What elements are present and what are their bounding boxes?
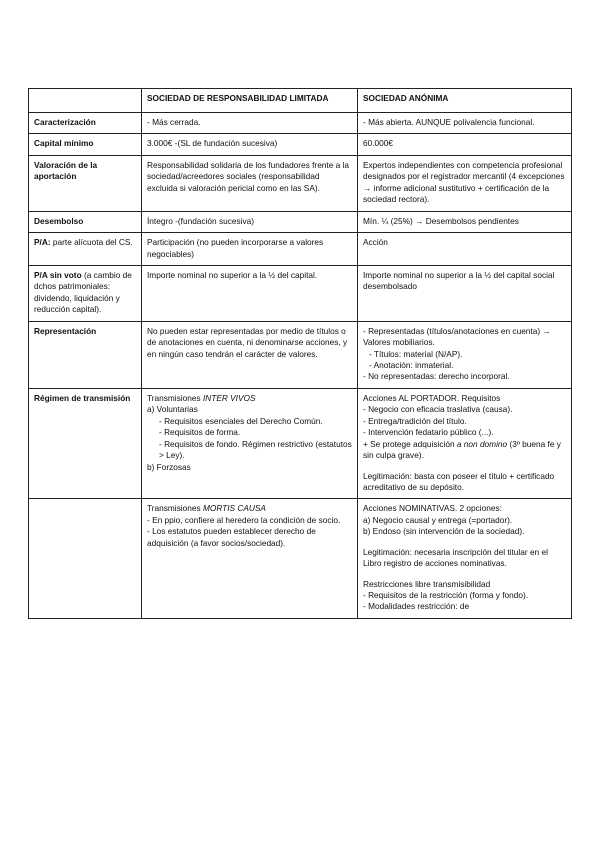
title-prefix: Transmisiones [147, 503, 203, 514]
title-prefix: Transmisiones [147, 392, 203, 403]
label-regimen: Régimen de transmisión [29, 388, 142, 499]
sa-pa-sin-voto: Importe nominal no superior a la ½ del capital social desembolsado [358, 265, 572, 321]
row-pa-sin-voto [29, 265, 572, 321]
sa-nominativas-title: Acciones NOMINATIVAS. 2 opciones: [363, 503, 502, 514]
label-pa-sin-voto-rest: (a cambio de dchos patrimoniales: dividendo, liquidación y reducción capital). [34, 269, 132, 315]
row-valoracion [29, 155, 572, 211]
srl-mortis-l1: - En ppio, confiere al heredero la condición de socio. [147, 514, 341, 525]
spacer [363, 538, 566, 547]
srl-pa-sin-voto: Importe nominal no superior a la ½ del capital. [142, 265, 358, 321]
sa-portador-legitimacion: Legitimación: basta con poseer el título + certificado acreditativo de su depósito. [363, 470, 555, 492]
sa-nominativas-r2: - Modalidades restricción: de [363, 601, 470, 612]
srl-valoracion: Responsabilidad solidaria de los fundadores frente a la sociedad/acreedores sociales (responsabilidad excluida si valoración pericial como en las SA). [142, 155, 358, 211]
spacer [363, 462, 566, 471]
sa-portador-l1: - Negocio con eficacia traslativa (causa). [363, 404, 513, 415]
sa-representacion-line: - Representadas (títulos/anotaciones en cuenta) → Valores mobiliarios. [363, 325, 551, 348]
sa-portador-l3: - Intervención fedatario público (...). [363, 427, 494, 438]
header-row [29, 89, 572, 113]
sa-portador-title: Acciones AL PORTADOR. Requisitos [363, 392, 501, 403]
sa-portador-l4 [363, 439, 566, 462]
header-sa: SOCIEDAD ANÓNIMA [358, 89, 572, 113]
srl-req-esenciales: - Requisitos esenciales del Derecho Común. [159, 415, 323, 426]
l4-prefix: + Se protege adquisición [363, 438, 457, 449]
label-pa-sin-voto [29, 265, 142, 321]
label-capital: Capital mínimo [29, 134, 142, 155]
comparison-table [28, 88, 572, 619]
row-regimen-inter-vivos [29, 388, 572, 499]
sa-pa: Acción [358, 233, 572, 266]
sa-portador-l2: - Entrega/tradición del título. [363, 415, 467, 426]
srl-caracterizacion: - Más cerrada. [142, 113, 358, 134]
srl-req-forma: - Requisitos de forma. [159, 427, 241, 438]
header-empty-cell [29, 89, 142, 113]
row-regimen-mortis-causa [29, 499, 572, 619]
sa-capital: 60.000€ [358, 134, 572, 155]
sa-representacion-line: - No representadas: derecho incorporal. [363, 371, 510, 382]
label-pa-sin-voto-bold: P/A sin voto [34, 269, 82, 280]
label-representacion: Representación [29, 321, 142, 388]
label-pa-rest: parte alícuota del CS. [50, 237, 133, 248]
label-regimen-empty [29, 499, 142, 619]
row-pa [29, 233, 572, 266]
label-pa-bold: P/A: [34, 237, 51, 248]
sa-nominativas [358, 499, 572, 619]
srl-voluntarias: a) Voluntarias [147, 404, 198, 415]
row-desembolso [29, 211, 572, 232]
srl-pa: Participación (no pueden incorporarse a valores negociables) [142, 233, 358, 266]
sa-nominativas-a: a) Negocio causal y entrega (=portador). [363, 514, 513, 525]
srl-req-fondo: - Requisitos de fondo. Régimen restrictivo (estatutos > Ley). [159, 438, 352, 461]
row-representacion [29, 321, 572, 388]
l4-em: a non domino [456, 438, 508, 449]
sa-nominativas-legitimacion: Legitimación: necesaria inscripción del titular en el Libro registro de acciones nominativas. [363, 546, 548, 569]
sa-representacion-line: - Títulos: material (N/AP). [369, 348, 463, 359]
srl-representacion: No pueden estar representadas por medio de títulos o de anotaciones en cuenta, ni denominarse acciones, y en ningún caso tendrán el carácter de valores. [142, 321, 358, 388]
sa-portador [358, 388, 572, 499]
sa-representacion [358, 321, 572, 388]
srl-mortis-l2: - Los estatutos pueden establecer derecho de adquisición (a favor socios/sociedad). [147, 526, 316, 548]
sa-valoracion: Expertos independientes con competencia profesional designados por el registrador mercantil (4 excepciones → informe adicional sustitutivo + certificación de la sociedad rectora). [358, 155, 572, 211]
row-caracterizacion [29, 113, 572, 134]
sa-nominativas-r1: - Requisitos de la restricción (forma y fondo). [363, 590, 529, 600]
srl-desembolso: Íntegro -(fundación sucesiva) [142, 211, 358, 232]
srl-inter-vivos-title [147, 393, 352, 404]
spacer [363, 570, 566, 579]
label-caracterizacion: Caracterización [29, 113, 142, 134]
row-capital [29, 134, 572, 155]
label-desembolso: Desembolso [29, 211, 142, 232]
sa-caracterizacion: - Más abierta. AUNQUE polivalencia funcional. [358, 113, 572, 134]
sa-desembolso: Mín. ¼ (25%) → Desembolsos pendientes [358, 211, 572, 232]
label-valoracion: Valoración de la aportación [29, 155, 142, 211]
srl-mortis-title [147, 503, 352, 514]
title-em: MORTIS CAUSA [202, 503, 266, 514]
sa-nominativas-b: b) Endoso (sin intervención de la sociedad). [363, 526, 525, 537]
l4-suffix: (3º buena fe y sin culpa grave). [363, 438, 561, 461]
srl-capital: 3.000€ -(SL de fundación sucesiva) [142, 134, 358, 155]
sa-nominativas-restricciones: Restricciones libre transmisibilidad [363, 578, 491, 589]
title-em: INTER VIVOS [202, 392, 256, 403]
srl-mortis-causa [142, 499, 358, 619]
srl-inter-vivos [142, 388, 358, 499]
srl-forzosas: b) Forzosas [147, 461, 191, 472]
header-srl: SOCIEDAD DE RESPONSABILIDAD LIMITADA [142, 89, 358, 113]
label-pa [29, 233, 142, 266]
sa-representacion-line: - Anotación: inmaterial. [369, 360, 454, 370]
